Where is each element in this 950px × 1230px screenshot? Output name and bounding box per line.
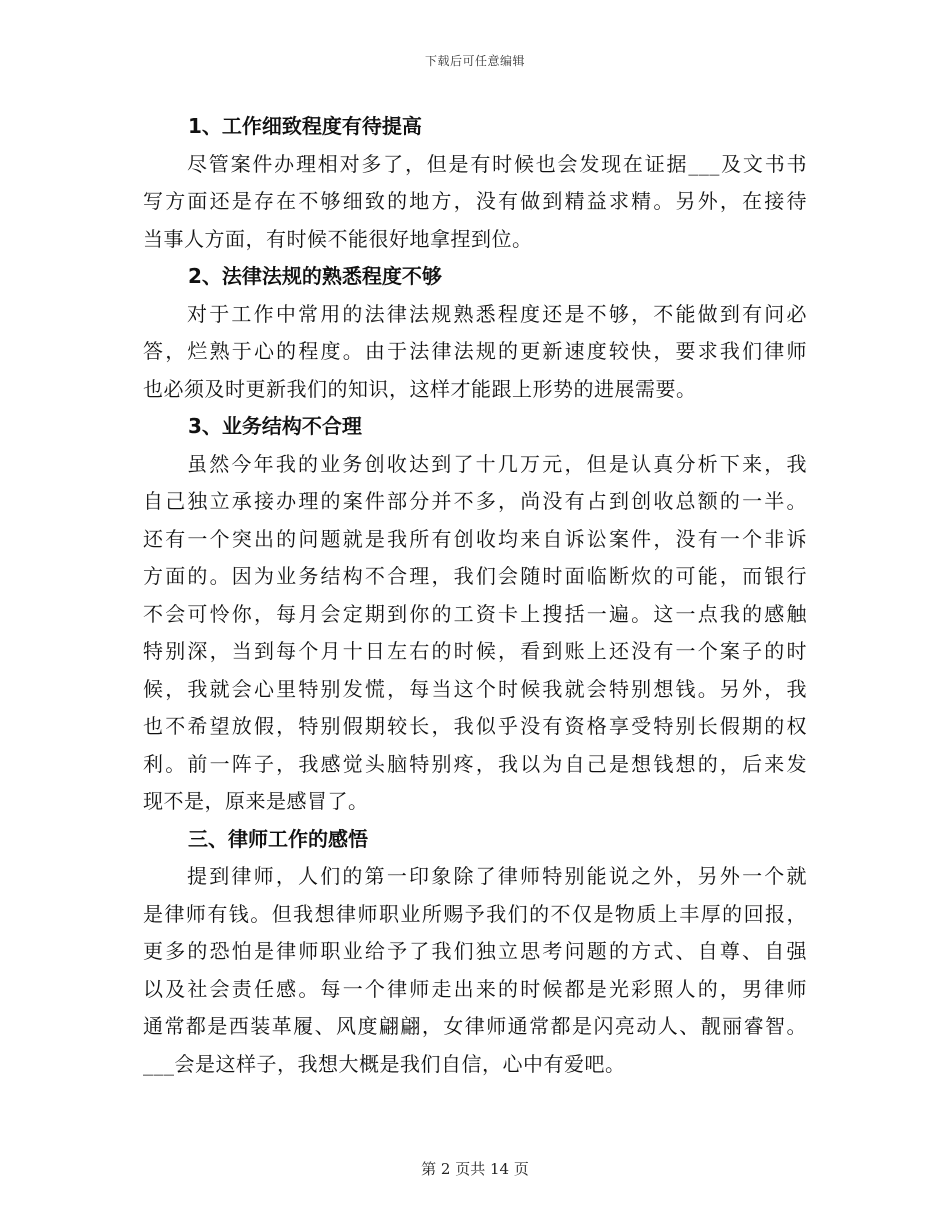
paragraph-line: 写方面还是存在不够细致的地方，没有做到精益求精。另外，在接待 xyxy=(143,189,807,213)
paragraph-line: 提到律师，人们的第一印象除了律师特别能说之外，另外一个就 xyxy=(187,864,807,888)
paragraph-line: 尽管案件办理相对多了，但是有时候也会发现在证据___及文书书 xyxy=(187,151,807,176)
section-heading: 三、律师工作的感悟 xyxy=(188,826,368,851)
paragraph-line: 通常都是西装革履、风度翩翩，女律师通常都是闪亮动人、靓丽睿智。 xyxy=(143,1014,807,1038)
paragraph-line: 以及社会责任感。每一个律师走出来的时候都是光彩照人的，男律师 xyxy=(143,976,807,1001)
section-heading: 2、法律法规的熟悉程度不够 xyxy=(188,264,442,288)
paragraph-line: 是律师有钱。但我想律师职业所赐予我们的不仅是物质上丰厚的回报， xyxy=(143,901,807,926)
section-heading: 1、工作细致程度有待提高 xyxy=(188,114,422,138)
paragraph-line: 方面的。因为业务结构不合理，我们会随时面临断炊的可能，而银行 xyxy=(143,564,807,588)
document-body xyxy=(143,108,807,1083)
paragraph-line: 不会可怜你，每月会定期到你的工资卡上搜括一遍。这一点我的感触 xyxy=(143,601,807,626)
paragraph-line: 现不是，原来是感冒了。 xyxy=(143,789,369,813)
section-heading: 3、业务结构不合理 xyxy=(188,414,362,438)
paragraph-line: 候，我就会心里特别发慌，每当这个时候我就会特别想钱。另外，我 xyxy=(143,676,807,701)
paragraph-line: 答，烂熟于心的程度。由于法律法规的更新速度较快，要求我们律师 xyxy=(143,339,807,363)
paragraph-line: 自己独立承接办理的案件部分并不多，尚没有占到创收总额的一半。 xyxy=(143,489,807,513)
page-footer: 第 2 页共 14 页 xyxy=(421,1160,529,1178)
paragraph-line: 也不希望放假，特别假期较长，我似乎没有资格享受特别长假期的权 xyxy=(143,714,807,738)
paragraph-line: 更多的恐怕是律师职业给予了我们独立思考问题的方式、自尊、自强 xyxy=(143,939,807,963)
paragraph-line: 也必须及时更新我们的知识，这样才能跟上形势的进展需要。 xyxy=(143,376,697,401)
paragraph-line: 特别深，当到每个月十日左右的时候，看到账上还没有一个案子的时 xyxy=(143,639,807,663)
paragraph-line: 虽然今年我的业务创收达到了十几万元，但是认真分析下来，我 xyxy=(187,451,807,476)
paragraph-line: 当事人方面，有时候不能很好地拿捏到位。 xyxy=(143,226,533,251)
paragraph-line: 还有一个突出的问题就是我所有创收均来自诉讼案件，没有一个非诉 xyxy=(143,526,807,551)
page-header: 下载后可任意编辑 xyxy=(424,54,525,68)
paragraph-line: ___会是这样子，我想大概是我们自信，心中有爱吧。 xyxy=(143,1051,626,1076)
paragraph-line: 对于工作中常用的法律法规熟悉程度还是不够，不能做到有问必 xyxy=(187,301,807,326)
paragraph-line: 利。前一阵子，我感觉头脑特别疼，我以为自己是想钱想的，后来发 xyxy=(143,751,807,776)
